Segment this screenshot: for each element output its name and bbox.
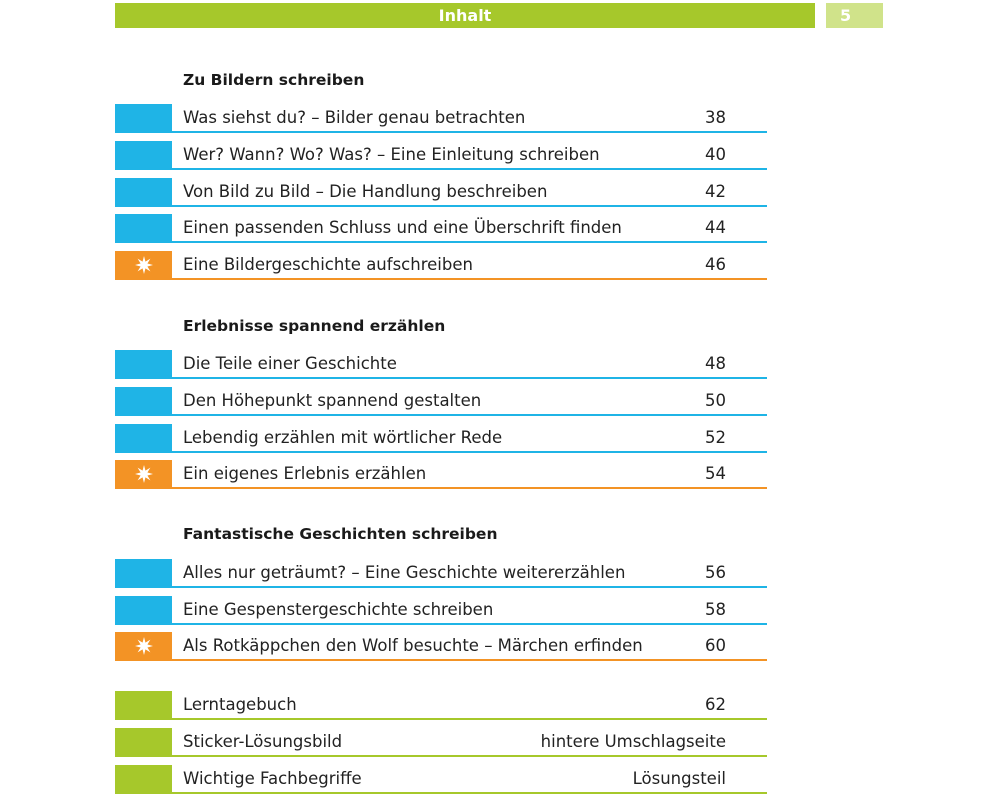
header-bar (115, 3, 815, 28)
toc-entry-page: 62 (705, 695, 726, 714)
toc-entry-highlight[interactable] (115, 460, 767, 489)
toc-entry[interactable] (115, 214, 767, 243)
blue-marker (115, 104, 172, 131)
toc-entry[interactable] (115, 387, 767, 416)
toc-entry-label: Die Teile einer Geschichte (183, 354, 397, 373)
blue-marker (115, 141, 172, 168)
toc-entry-page: 40 (705, 145, 726, 164)
section-title-erlebnisse-spannend-erzaehlen: Erlebnisse spannend erzählen (183, 317, 446, 335)
toc-entry-page: 44 (705, 218, 726, 237)
page-number: 5 (840, 6, 852, 25)
toc-entry-page: 48 (705, 354, 726, 373)
green-marker (115, 691, 172, 718)
toc-entry-label: Alles nur geträumt? – Eine Geschichte weitererzählen (183, 563, 626, 582)
toc-entry-page: 54 (705, 464, 726, 483)
toc-entry[interactable] (115, 104, 767, 133)
toc-entry-page: 46 (705, 255, 726, 274)
toc-entry-label: Den Höhepunkt spannend gestalten (183, 391, 482, 410)
toc-entry-label: Wichtige Fachbegriffe (183, 769, 362, 788)
toc-entry-page: 42 (705, 182, 726, 201)
toc-entry-page: 52 (705, 428, 726, 447)
orange-star-marker (115, 460, 172, 487)
toc-entry-label: Lebendig erzählen mit wörtlicher Rede (183, 428, 503, 447)
green-marker (115, 728, 172, 755)
toc-entry-page: 38 (705, 108, 726, 127)
toc-entry-page: Lösungsteil (632, 769, 726, 788)
toc-entry-page: 50 (705, 391, 726, 410)
toc-entry[interactable] (115, 596, 767, 625)
toc-entry-highlight[interactable] (115, 251, 767, 280)
green-marker (115, 765, 172, 792)
toc-entry[interactable] (115, 141, 767, 170)
blue-marker (115, 214, 172, 241)
toc-entry-appendix[interactable] (115, 691, 767, 720)
orange-star-marker (115, 251, 172, 278)
toc-entry-label: Was siehst du? – Bilder genau betrachten (183, 108, 526, 127)
header-title: Inhalt (438, 6, 492, 25)
toc-entry[interactable] (115, 559, 767, 588)
toc-entry-label: Einen passenden Schluss und eine Überschrift finden (183, 218, 622, 237)
toc-entry-label: Wer? Wann? Wo? Was? – Eine Einleitung schreiben (183, 145, 600, 164)
toc-entry-label: Sticker-Lösungsbild (183, 732, 343, 751)
page-number-box (826, 3, 883, 28)
toc-entry[interactable] (115, 178, 767, 207)
section-title-zu-bildern-schreiben: Zu Bildern schreiben (183, 71, 365, 89)
blue-marker (115, 350, 172, 377)
orange-star-marker (115, 632, 172, 659)
toc-entry-page: 60 (705, 636, 726, 655)
toc-entry-label: Eine Gespenstergeschichte schreiben (183, 600, 494, 619)
toc-entry[interactable] (115, 350, 767, 379)
toc-entry-highlight[interactable] (115, 632, 767, 661)
blue-marker (115, 178, 172, 205)
toc-entry-appendix[interactable] (115, 728, 767, 757)
star-icon (135, 465, 153, 483)
toc-entry-appendix[interactable] (115, 765, 767, 794)
blue-marker (115, 596, 172, 623)
toc-entry-label: Von Bild zu Bild – Die Handlung beschreiben (183, 182, 548, 201)
blue-marker (115, 424, 172, 451)
toc-entry-label: Eine Bildergeschichte aufschreiben (183, 255, 473, 274)
blue-marker (115, 387, 172, 414)
toc-entry-page: 58 (705, 600, 726, 619)
section-title-fantastische-geschichten-schreiben: Fantastische Geschichten schreiben (183, 525, 498, 543)
star-icon (135, 256, 153, 274)
blue-marker (115, 559, 172, 586)
toc-entry[interactable] (115, 424, 767, 453)
toc-entry-label: Als Rotkäppchen den Wolf besuchte – Märchen erfinden (183, 636, 643, 655)
toc-entry-page: 56 (705, 563, 726, 582)
toc-entry-label: Ein eigenes Erlebnis erzählen (183, 464, 427, 483)
toc-entry-label: Lerntagebuch (183, 695, 297, 714)
toc-entry-page: hintere Umschlagseite (540, 732, 726, 751)
star-icon (135, 637, 153, 655)
